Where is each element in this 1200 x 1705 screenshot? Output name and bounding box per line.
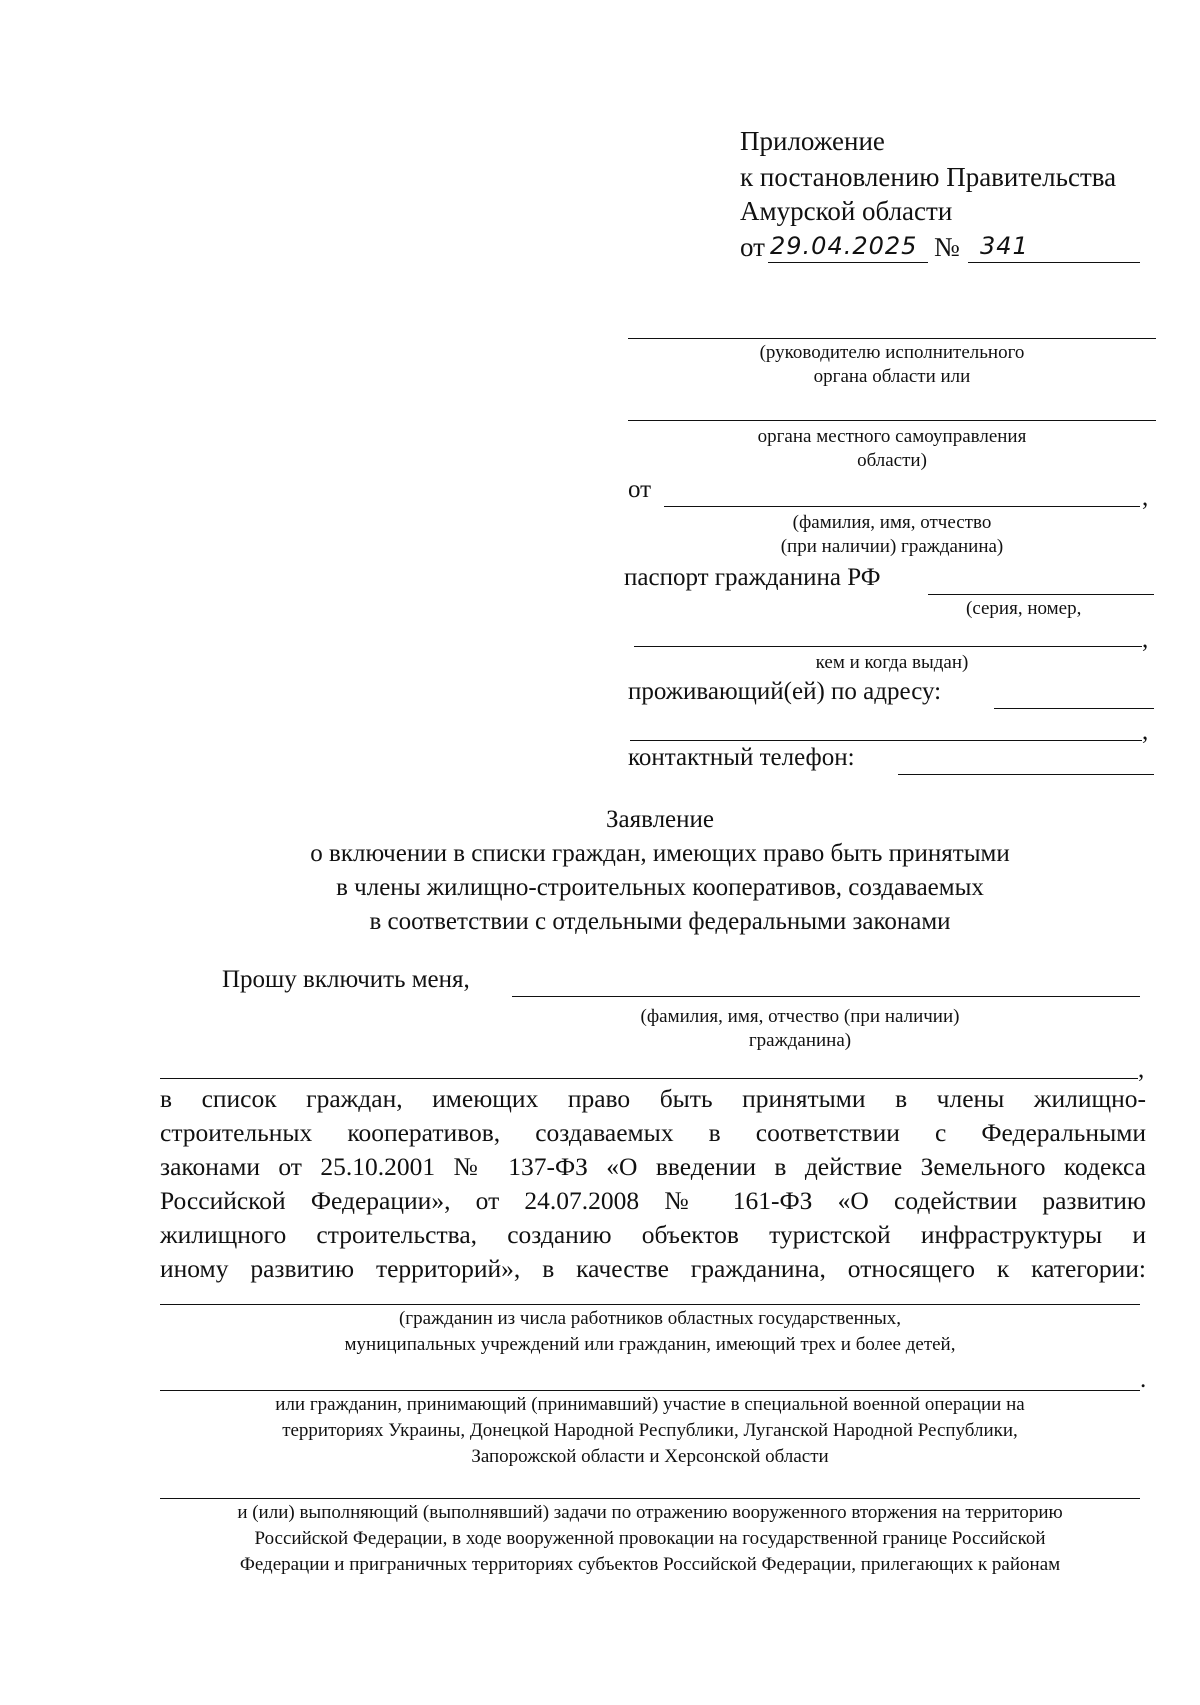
- category-caption-7: Российской Федерации, в ходе вооруженной провокации на государственной границе Российской: [254, 1528, 1046, 1549]
- passport-caption-2: кем и когда выдан): [815, 652, 969, 673]
- address-label: проживающий(ей) по адресу:: [628, 678, 942, 705]
- paragraph-line-3: законами от 25.10.2001 № 137-ФЗ «О введении в действие Земельного кодекса: [160, 1152, 1146, 1181]
- statement-title: Заявление: [605, 806, 715, 833]
- category-caption-5: Запорожской области и Херсонской области: [471, 1446, 829, 1467]
- request-label: Прошу включить меня,: [222, 966, 470, 993]
- statement-subtitle-1: о включении в списки граждан, имеющих право быть принятыми: [310, 840, 1010, 867]
- statement-subtitle-3: в соответствии с отдельными федеральными законами: [369, 908, 951, 935]
- category-caption-4: территориях Украины, Донецкой Народной Республики, Луганской Народной Республики,: [282, 1420, 1018, 1441]
- addressee-caption-3: органа местного самоуправления: [757, 426, 1027, 447]
- address-comma: ,: [1142, 718, 1149, 745]
- paragraph-line-5: жилищного строительства, созданию объектов туристской инфраструктуры и: [160, 1220, 1146, 1249]
- passport-comma: ,: [1142, 626, 1149, 653]
- addressee-caption-1: (руководителю исполнительного: [759, 342, 1025, 363]
- category-period: .: [1140, 1366, 1147, 1393]
- passport-label: паспорт гражданина РФ: [624, 564, 881, 591]
- phone-label: контактный телефон:: [628, 744, 855, 771]
- statement-subtitle-2: в члены жилищно-строительных кооперативов, создаваемых: [336, 874, 984, 901]
- category-caption-2: муниципальных учреждений или гражданин, имеющий трех и более детей,: [344, 1334, 956, 1355]
- from-label: от: [628, 476, 652, 503]
- appendix-resolution: к постановлению Правительства: [740, 162, 1117, 192]
- paragraph-line-6: иному развитию территорий», в качестве гражданина, относящего к категории:: [160, 1254, 1146, 1283]
- addressee-caption-2: органа области или: [813, 366, 971, 387]
- paragraph-line-2: строительных кооперативов, создаваемых в соответствии с Федеральными: [160, 1118, 1146, 1147]
- paragraph-line-1: в список граждан, имеющих право быть принятыми в члены жилищно-: [160, 1084, 1146, 1113]
- appendix-number-label: №: [934, 232, 960, 262]
- passport-caption-1: (серия, номер,: [966, 598, 1082, 619]
- appendix-title: Приложение: [740, 126, 885, 156]
- category-caption-3: или гражданин, принимающий (принимавший) участие в специальной военной операции на: [275, 1394, 1025, 1415]
- appendix-date-prefix: от: [740, 232, 765, 262]
- from-comma: ,: [1142, 484, 1149, 511]
- paragraph-line-4: Российской Федерации», от 24.07.2008 № 161-ФЗ «О содействии развитию: [160, 1186, 1146, 1215]
- addressee-caption-4: области): [857, 450, 927, 471]
- from-caption-1: (фамилия, имя, отчество: [792, 512, 992, 533]
- category-caption-1: (гражданин из числа работников областных государственных,: [398, 1308, 902, 1329]
- request-name-caption-1: (фамилия, имя, отчество (при наличии): [640, 1006, 960, 1027]
- appendix-region: Амурской области: [740, 196, 953, 226]
- appendix-date-handwritten: 29.04.2025: [770, 232, 918, 260]
- appendix-number-handwritten: 341: [980, 232, 1029, 260]
- request-name-comma: ,: [1138, 1056, 1145, 1083]
- category-caption-8: Федерации и приграничных территориях субъектов Российской Федерации, прилегающих к районам: [239, 1554, 1061, 1575]
- from-caption-2: (при наличии) гражданина): [780, 536, 1004, 557]
- category-caption-6: и (или) выполняющий (выполнявший) задачи по отражению вооруженного вторжения на территорию: [237, 1502, 1063, 1523]
- request-name-caption-2: гражданина): [748, 1030, 852, 1051]
